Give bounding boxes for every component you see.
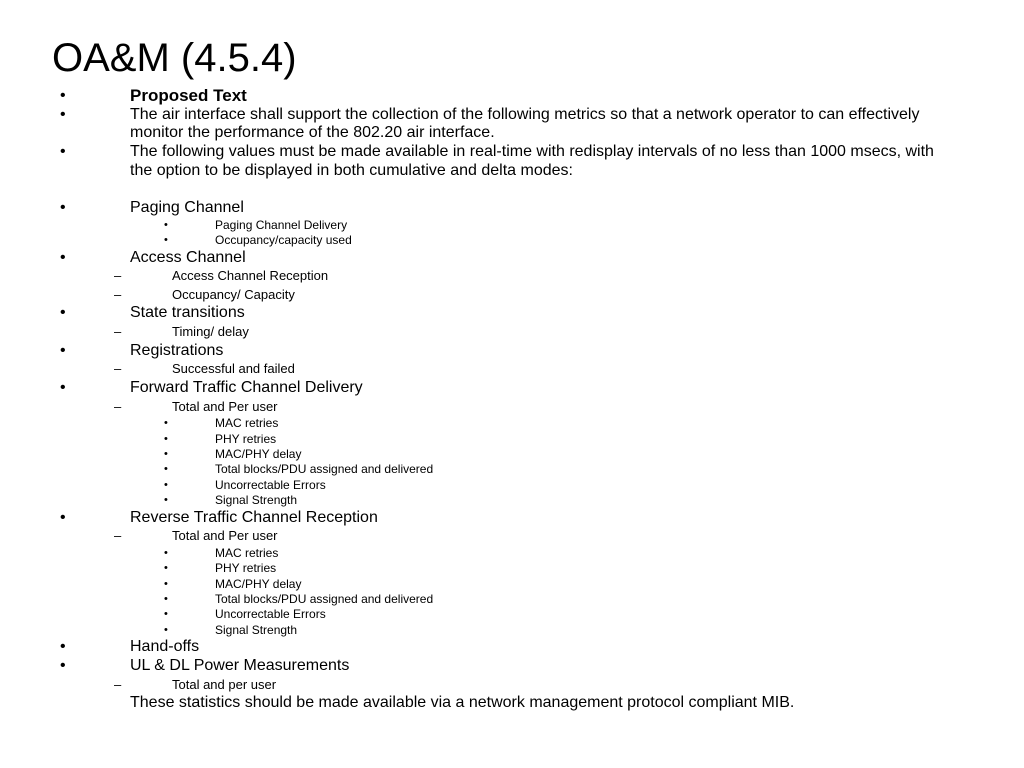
bullet-marker: •	[164, 562, 168, 575]
list-item-power-measurements	[0, 657, 1024, 676]
metric-label: PHY retries	[215, 561, 277, 576]
bullet-marker: •	[164, 608, 168, 621]
list-item-registrations	[0, 342, 1024, 361]
dash-marker: –	[114, 324, 122, 340]
paragraph-metrics-intro	[0, 106, 1024, 143]
list-item-label: State transitions	[130, 304, 245, 322]
sub-list-item	[0, 267, 1024, 286]
bullet-marker: •	[60, 378, 66, 396]
metric-item	[0, 623, 1024, 638]
bullet-marker: •	[60, 508, 66, 526]
sub-list-item-label: Total and per user	[172, 676, 277, 692]
bullet-marker: •	[60, 199, 66, 217]
metric-label: Uncorrectable Errors	[215, 607, 326, 622]
metric-item	[0, 577, 1024, 592]
list-item-hand-offs	[0, 638, 1024, 657]
bullet-marker: •	[60, 638, 66, 656]
list-item-label: UL & DL Power Measurements	[130, 656, 350, 674]
bullet-marker: •	[60, 87, 66, 104]
list-item-label: Registrations	[130, 341, 224, 359]
sub-list-item	[0, 527, 1024, 546]
list-item-access-channel	[0, 249, 1024, 268]
sub-list-item	[0, 360, 1024, 379]
bullet-marker: •	[60, 341, 66, 359]
proposed-text-heading	[0, 87, 1024, 106]
list-item-paging-channel	[0, 199, 1024, 218]
bullet-marker: •	[164, 417, 168, 430]
sub-list-item-label: Occupancy/capacity used	[215, 233, 352, 248]
sub-list-item-label: Timing/ delay	[172, 324, 249, 340]
dash-marker: –	[114, 676, 122, 692]
bullet-marker: •	[164, 546, 168, 559]
sub-list-item	[0, 398, 1024, 417]
sub-list-item	[0, 323, 1024, 342]
metric-item	[0, 478, 1024, 493]
list-item-label: Hand-offs	[130, 638, 200, 656]
bullet-marker: •	[164, 448, 168, 461]
slide-title: OA&M (4.5.4)	[52, 36, 297, 80]
slide-body	[0, 87, 1024, 713]
metric-label: MAC retries	[215, 416, 279, 431]
heading-text: Proposed Text	[130, 86, 247, 105]
metric-label: Total blocks/PDU assigned and delivered	[215, 592, 434, 607]
metric-item	[0, 416, 1024, 431]
sub-list-item	[0, 286, 1024, 305]
sub-list-item-label: Total and Per user	[172, 398, 278, 414]
list-item-label: Forward Traffic Channel Delivery	[130, 378, 363, 396]
bullet-marker: •	[60, 248, 66, 266]
bullet-marker: •	[164, 494, 168, 507]
sub-list-item-label: Occupancy/ Capacity	[172, 286, 295, 302]
bullet-marker: •	[164, 623, 168, 636]
sub-list-item-label: Access Channel Reception	[172, 268, 329, 284]
metric-label: Uncorrectable Errors	[215, 477, 326, 492]
metric-item	[0, 546, 1024, 561]
metric-label: MAC/PHY delay	[215, 576, 302, 591]
dash-marker: –	[114, 398, 122, 414]
metric-label: Signal Strength	[215, 622, 298, 637]
list-item-reverse-traffic	[0, 509, 1024, 528]
sub-list-item-label: Paging Channel Delivery	[215, 217, 348, 232]
metric-item	[0, 447, 1024, 462]
list-item-label: Paging Channel	[130, 199, 244, 217]
sub-list-item	[0, 676, 1024, 695]
metric-label: Signal Strength	[215, 493, 298, 508]
bullet-marker: •	[60, 143, 66, 161]
sub-list-item-label: Successful and failed	[172, 361, 295, 377]
list-item-forward-traffic	[0, 379, 1024, 398]
closing-statement	[0, 694, 1024, 713]
metric-item	[0, 432, 1024, 447]
bullet-marker: •	[164, 577, 168, 590]
list-item-state-transitions	[0, 304, 1024, 323]
metric-label: MAC retries	[215, 545, 279, 560]
metric-label: MAC/PHY delay	[215, 447, 302, 462]
closing-text: These statistics should be made available via a network management protocol compliant MIB.	[130, 694, 795, 712]
dash-marker: –	[114, 286, 122, 302]
metric-label: Total blocks/PDU assigned and delivered	[215, 462, 434, 477]
bullet-marker: •	[164, 463, 168, 476]
dash-marker: –	[114, 361, 122, 377]
bullet-marker: •	[60, 304, 66, 322]
metric-item	[0, 462, 1024, 477]
blank-line	[0, 180, 1024, 199]
bullet-marker: •	[60, 656, 66, 674]
bullet-marker: •	[164, 432, 168, 445]
metric-item	[0, 607, 1024, 622]
metric-item	[0, 592, 1024, 607]
dash-marker: –	[114, 268, 122, 284]
metric-item	[0, 493, 1024, 508]
metric-label: PHY retries	[215, 431, 277, 446]
list-item-label: Access Channel	[130, 248, 246, 266]
metric-item	[0, 561, 1024, 576]
sub-list-item-label: Total and Per user	[172, 528, 278, 544]
paragraph-realtime-values	[0, 143, 1024, 180]
sub-list-item	[0, 233, 1024, 248]
sub-list-item	[0, 218, 1024, 233]
list-item-label: Reverse Traffic Channel Reception	[130, 508, 378, 526]
bullet-marker: •	[164, 234, 168, 247]
bullet-marker: •	[60, 105, 66, 123]
bullet-marker: •	[164, 593, 168, 606]
dash-marker: –	[114, 528, 122, 544]
paragraph-text: The following values must be made available in real-time with redisplay intervals of no less than 1000 msecs, with the option to be displayed in both cumulative and delta modes:	[130, 143, 934, 179]
paragraph-text: The air interface shall support the collection of the following metrics so that a network operator to can effectively monitor the performance of the 802.20 air interface.	[130, 105, 920, 142]
bullet-marker: •	[164, 218, 168, 231]
bullet-marker: •	[164, 478, 168, 491]
